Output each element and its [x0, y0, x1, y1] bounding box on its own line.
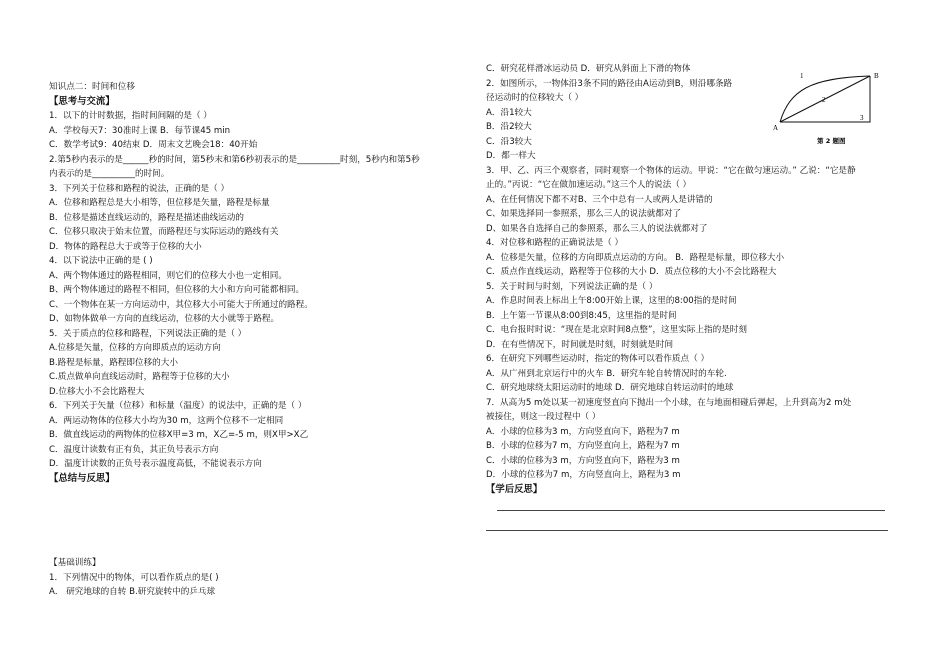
section-heading: 【学后反思】 — [486, 483, 543, 495]
option: D．温度计读数的正负号表示温度高低，不能说表示方向 — [49, 459, 262, 469]
option: B．沿2较大 — [486, 122, 532, 132]
option: B．小球的位移为7 m，方向竖直向上，路程为7 m — [486, 441, 680, 451]
option: B、两个物体通过的路程不相同，但位移的大小和方向可能都相同。 — [49, 285, 305, 295]
question-4: 4．以下说法中正确的是 ( ) — [49, 256, 153, 266]
question-5: 5．关于时间与时刻，下列说法正确的是（ ） — [486, 281, 658, 292]
question-7: 7．从高为5 m处以某一初速度竖直向下抛出一个小球，在与地面相碰后弹起，上升到高为2 m处 — [486, 397, 852, 408]
text-line: 止的。”丙说：“它在做加速运动。”这三个人的说法（ ） — [486, 180, 692, 190]
question-1: 1．以下的计时数据，指时间间隔的是（ ） — [49, 111, 212, 121]
path-label-1: 1 — [800, 72, 804, 80]
option: C．温度计读数有正有负，其正负号表示方向 — [49, 444, 219, 455]
option: A．从广州到北京运行中的火车 B．研究车轮自转情况时的车轮. — [486, 368, 727, 379]
text-line: C．研究花样滑冰运动员 D．研究从斜面上下滑的物体 — [486, 64, 691, 74]
option: C．数学考试9：40结束 D．周末文艺晚会18：40开始 — [49, 140, 258, 150]
option: A、两个物体通过的路程相同，则它们的位移大小也一定相同。 — [49, 270, 287, 281]
basic-training — [49, 556, 459, 600]
option: D．都一样大 — [486, 151, 536, 161]
option: D.位移大小不会比路程大 — [49, 386, 145, 397]
option: B.路程是标量，路程即位移的大小 — [49, 357, 178, 368]
point-label-b: B — [874, 72, 879, 80]
path-diagram — [770, 70, 890, 150]
path-label-2: 2 — [822, 96, 826, 104]
question-2: 2．如图所示，一物体沿3条不同的路径由A运动到B，则沿哪条路 — [486, 78, 733, 89]
option: A．位移和路程总是大小相等，但位移是矢量，路程是标量 — [49, 198, 270, 208]
question-6: 6．下列关于矢量（位移）和标量（温度）的说法中，正确的是（ ） — [49, 401, 307, 411]
option: C．电台报时时说：“现在是北京时间8点整”，这里实际上指的是时刻 — [486, 325, 747, 335]
option: D、如果各自选择自己的参照系，那么三人的说法就都对了 — [486, 223, 708, 234]
option: D、如物体做单一方向的直线运动，位移的大小就等于路程。 — [49, 314, 280, 324]
question-3: 3．下列关于位移和路程的说法，正确的是（ ） — [49, 183, 230, 194]
option: C．沿3较大 — [486, 136, 532, 147]
option: A．位移是矢量，位移的方向即质点运动的方向。 B．路程是标量，即位移大小 — [486, 252, 785, 263]
option: B．上午第一节课从8:00到8:45，这里指的是时间 — [486, 310, 677, 321]
option: C．质点作直线运动，路程等于位移的大小 D．质点位移的大小不会比路程大 — [486, 267, 777, 277]
section-heading: 【思考与交流】 — [49, 95, 115, 107]
option: A．两运动物体的位移大小均为30 m，这两个位移不一定相同 — [49, 415, 284, 426]
knowledge-heading: 知识点二：时间和位移 — [49, 82, 135, 92]
option: C、如果选择同一参照系，那么三人的说法就都对了 — [486, 209, 682, 219]
question-4: 4．对位移和路程的正确说法是（ ） — [486, 238, 624, 248]
question-6: 6．在研究下列哪些运动时，指定的物体可以看作质点（ ） — [486, 354, 710, 364]
option: D．物体的路程总大于或等于位移的大小 — [49, 241, 202, 252]
option: A.位移是矢量，位移的方向即质点的运动方向 — [49, 343, 221, 353]
option: A、在任何情况下都不对B、三个中总有一人或两人是讲错的 — [486, 194, 713, 205]
question-1: 1．下列情况中的物体，可以看作质点的是( ) — [49, 572, 219, 583]
section-heading: 【总结与反思】 — [49, 472, 115, 484]
option: D．在有些情况下，时间就是时刻，时刻就是时间 — [486, 339, 674, 350]
option: C.质点做单向直线运动时，路程等于位移的大小 — [49, 372, 230, 382]
answer-line — [497, 510, 885, 511]
option: C．位移只取决于始末位置，而路程还与实际运动的路线有关 — [49, 227, 279, 237]
option: A．作息时间表上标出上午8:00开始上课，这里的8:00指的是时间 — [486, 296, 737, 306]
section-heading: 【基础训练】 — [49, 558, 101, 568]
option: A．学校每天7：30准时上课 B．每节课45 min — [49, 125, 231, 136]
text-line: 被接住，则这一段过程中（ ） — [486, 412, 601, 422]
question-3: 3．甲、乙、丙三个观察者，同时观察一个物体的运动。甲说：“它在做匀速运动。” 乙说：“它是静 — [486, 165, 856, 176]
figure-caption: 第 2 题图 — [817, 137, 846, 145]
text-line: 径运动时的位移较大（ ） — [486, 93, 584, 103]
option: B．位移是描述直线运动的，路程是描述曲线运动的 — [49, 212, 244, 223]
question-5: 5．关于质点的位移和路程，下列说法正确的是（ ） — [49, 328, 247, 339]
question-2: 2.第5秒内表示的是______秒的时间，第5秒末和第6秒初表示的是__________时刻，5秒内和第5秒 — [49, 154, 420, 165]
option: A．小球的位移为3 m，方向竖直向下，路程为7 m — [486, 426, 680, 437]
path-label-3: 3 — [860, 114, 864, 122]
option: C．小球的位移为3 m，方向竖直向下，路程为3 m — [486, 455, 680, 466]
option: A．沿1较大 — [486, 107, 532, 118]
answer-line — [486, 530, 888, 531]
option: C、一个物体在某一方向运动中，其位移大小可能大于所通过的路程。 — [49, 299, 313, 310]
option: B．做直线运动的两物体的位移X甲=3 m，X乙=-5 m，则X甲>X乙 — [49, 430, 309, 440]
point-label-a: A — [773, 124, 779, 132]
left-column — [49, 80, 459, 486]
option: A． 研究地球的自转 B.研究旋转中的乒乓球 — [49, 587, 216, 597]
option: D．小球的位移为7 m，方向竖直向上，路程为3 m — [486, 470, 681, 480]
text-line: 内表示的是__________的时间。 — [49, 169, 170, 179]
option: C．研究地球绕太阳运动时的地球 D．研究地球自转运动时的地球 — [486, 383, 734, 393]
